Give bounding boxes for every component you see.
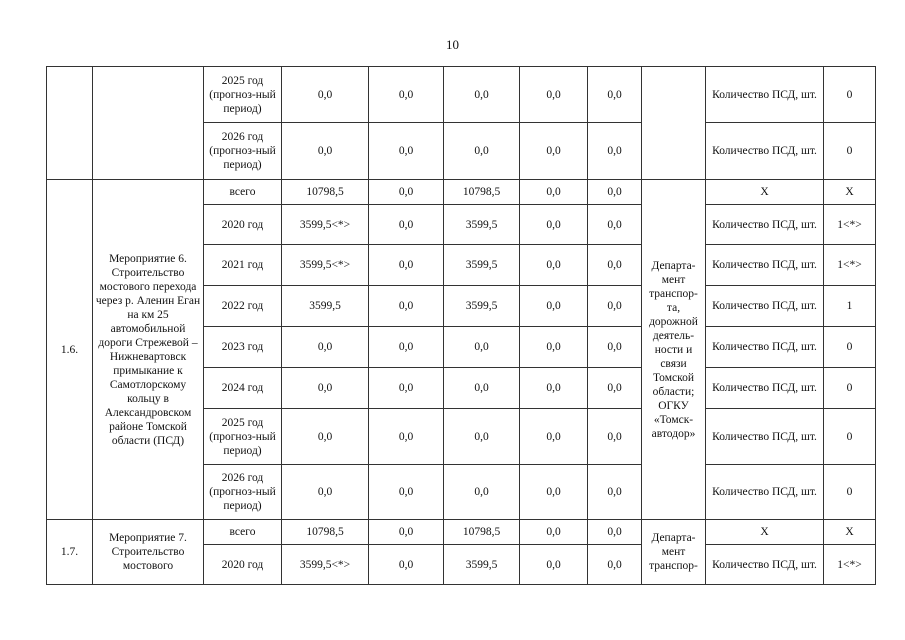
year-cell: 2026 год (прогноз-ный период) [204, 465, 282, 520]
indicator-cell: Количество ПСД, шт. [706, 205, 824, 245]
row-number-cell [47, 67, 93, 180]
value-cell: 0,0 [520, 180, 588, 205]
indicator-cell: Количество ПСД, шт. [706, 123, 824, 180]
value-cell: 10798,5 [444, 520, 520, 545]
indicator-value-cell: 1 [824, 286, 876, 327]
value-cell: 0,0 [282, 465, 369, 520]
value-cell: 0,0 [588, 409, 642, 465]
department-cell [642, 67, 706, 180]
value-cell: 0,0 [520, 286, 588, 327]
value-cell: 10798,5 [282, 180, 369, 205]
year-cell: 2020 год [204, 545, 282, 585]
value-cell: 0,0 [444, 368, 520, 409]
value-cell: 0,0 [369, 67, 444, 123]
indicator-value-cell: 0 [824, 368, 876, 409]
indicator-cell: Количество ПСД, шт. [706, 465, 824, 520]
value-cell: 0,0 [369, 286, 444, 327]
measure-name-cell: Мероприятие 7. Строительство мостового [93, 520, 204, 585]
indicator-cell: Количество ПСД, шт. [706, 286, 824, 327]
value-cell: 0,0 [282, 67, 369, 123]
value-cell: 0,0 [588, 545, 642, 585]
year-cell: 2020 год [204, 205, 282, 245]
value-cell: 0,0 [369, 327, 444, 368]
indicator-cell: Количество ПСД, шт. [706, 327, 824, 368]
value-cell: 0,0 [588, 286, 642, 327]
value-cell: 0,0 [588, 520, 642, 545]
indicator-value-cell: Х [824, 180, 876, 205]
value-cell: 0,0 [520, 545, 588, 585]
indicator-value-cell: 1<*> [824, 245, 876, 286]
value-cell: 0,0 [369, 520, 444, 545]
value-cell: 0,0 [588, 205, 642, 245]
value-cell: 3599,5 [444, 286, 520, 327]
value-cell: 0,0 [588, 327, 642, 368]
indicator-value-cell: 0 [824, 123, 876, 180]
value-cell: 0,0 [444, 327, 520, 368]
indicator-cell: Количество ПСД, шт. [706, 545, 824, 585]
value-cell: 0,0 [588, 180, 642, 205]
value-cell: 0,0 [282, 409, 369, 465]
value-cell: 0,0 [444, 123, 520, 180]
value-cell: 0,0 [520, 245, 588, 286]
value-cell: 0,0 [520, 409, 588, 465]
value-cell: 0,0 [520, 67, 588, 123]
measure-name-cell [93, 67, 204, 180]
budget-table [46, 66, 876, 585]
value-cell: 0,0 [282, 123, 369, 180]
row-number-cell: 1.6. [47, 180, 93, 520]
indicator-value-cell: 0 [824, 327, 876, 368]
value-cell: 3599,5 [444, 245, 520, 286]
year-cell: 2024 год [204, 368, 282, 409]
department-cell: Департа-мент транспор- [642, 520, 706, 585]
year-cell: всего [204, 180, 282, 205]
value-cell: 0,0 [282, 368, 369, 409]
year-cell: 2026 год (прогноз-ный период) [204, 123, 282, 180]
value-cell: 10798,5 [444, 180, 520, 205]
value-cell: 0,0 [369, 180, 444, 205]
value-cell: 0,0 [520, 123, 588, 180]
indicator-value-cell: 0 [824, 67, 876, 123]
value-cell: 0,0 [282, 327, 369, 368]
indicator-value-cell: 0 [824, 409, 876, 465]
indicator-cell: Х [706, 180, 824, 205]
indicator-cell: Х [706, 520, 824, 545]
value-cell: 0,0 [588, 245, 642, 286]
table-row [47, 520, 876, 545]
value-cell: 10798,5 [282, 520, 369, 545]
value-cell: 0,0 [588, 368, 642, 409]
year-cell: всего [204, 520, 282, 545]
value-cell: 0,0 [369, 123, 444, 180]
row-number-cell: 1.7. [47, 520, 93, 585]
indicator-cell: Количество ПСД, шт. [706, 67, 824, 123]
value-cell: 0,0 [369, 368, 444, 409]
value-cell: 0,0 [520, 327, 588, 368]
table-row [47, 180, 876, 205]
value-cell: 0,0 [369, 409, 444, 465]
value-cell: 0,0 [444, 409, 520, 465]
value-cell: 0,0 [369, 465, 444, 520]
value-cell: 3599,5<*> [282, 545, 369, 585]
indicator-cell: Количество ПСД, шт. [706, 245, 824, 286]
value-cell: 0,0 [369, 245, 444, 286]
value-cell: 0,0 [520, 205, 588, 245]
value-cell: 3599,5 [282, 286, 369, 327]
value-cell: 0,0 [369, 205, 444, 245]
value-cell: 0,0 [588, 67, 642, 123]
value-cell: 3599,5<*> [282, 205, 369, 245]
year-cell: 2025 год (прогноз-ный период) [204, 409, 282, 465]
year-cell: 2025 год (прогноз-ный период) [204, 67, 282, 123]
value-cell: 0,0 [588, 123, 642, 180]
year-cell: 2021 год [204, 245, 282, 286]
indicator-value-cell: 1<*> [824, 545, 876, 585]
value-cell: 0,0 [444, 465, 520, 520]
value-cell: 0,0 [520, 465, 588, 520]
indicator-value-cell: 1<*> [824, 205, 876, 245]
department-cell: Департа-мент транспор-та, дорожной деятель-ности и связи Томской области; ОГКУ «Томск-автодор» [642, 180, 706, 520]
indicator-value-cell: 0 [824, 465, 876, 520]
value-cell: 3599,5 [444, 545, 520, 585]
table-row [47, 67, 876, 123]
value-cell: 0,0 [520, 368, 588, 409]
value-cell: 0,0 [369, 545, 444, 585]
value-cell: 0,0 [520, 520, 588, 545]
value-cell: 0,0 [588, 465, 642, 520]
page-number: 10 [446, 37, 459, 52]
value-cell: 3599,5 [444, 205, 520, 245]
year-cell: 2022 год [204, 286, 282, 327]
value-cell: 0,0 [444, 67, 520, 123]
indicator-cell: Количество ПСД, шт. [706, 368, 824, 409]
indicator-value-cell: Х [824, 520, 876, 545]
measure-name-cell: Мероприятие 6. Строительство мостового перехода через р. Аленин Еган на км 25 автомобильной дороги Стрежевой – Нижневартовск примыкание к Самотлорскому кольцу в Александровском районе Томской области (ПСД) [93, 180, 204, 520]
value-cell: 3599,5<*> [282, 245, 369, 286]
indicator-cell: Количество ПСД, шт. [706, 409, 824, 465]
year-cell: 2023 год [204, 327, 282, 368]
